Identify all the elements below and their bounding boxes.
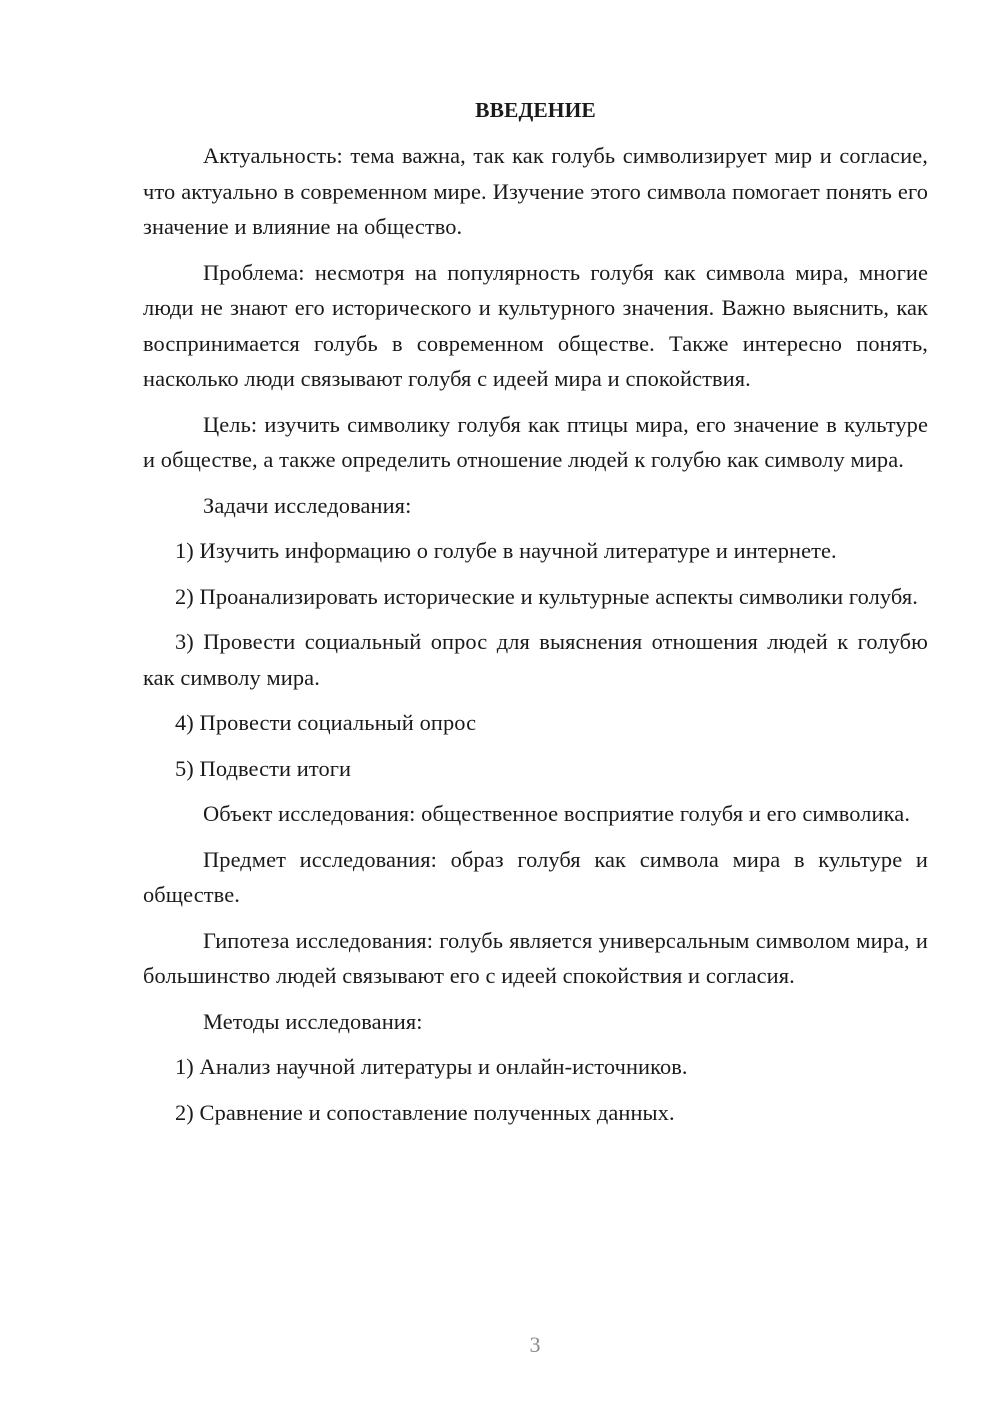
method-item: 1) Анализ научной литературы и онлайн-источников. bbox=[175, 1054, 688, 1079]
page-number: 3 bbox=[529, 1332, 541, 1357]
object-paragraph: Объект исследования: общественное восприятие голубя и его символика. bbox=[203, 801, 911, 826]
problem-paragraph: Проблема: несмотря на популярность голубя как символа мира, многие люди не знают его исторического и культурного значения. Важно выяснить, как воспринимается голубь в современном обществе. Также интересно понять, насколько люди связывают голубя с идеей мира и спокойствия. bbox=[143, 259, 928, 391]
document-body bbox=[143, 93, 928, 1140]
tasks-title: Задачи исследования: bbox=[203, 492, 412, 518]
task-item: 5) Подвести итоги bbox=[175, 755, 352, 781]
methods-title: Методы исследования: bbox=[203, 1008, 423, 1034]
task-item: 1) Изучить информацию о голубе в научной литературе и интернете. bbox=[175, 538, 837, 563]
task-item: 3) Провести социальный опрос для выяснения отношения людей к голубю как символу мира. bbox=[143, 629, 928, 690]
section-heading: ВВЕДЕНИЕ bbox=[475, 98, 596, 122]
goal-paragraph: Цель: изучить символику голубя как птицы мира, его значение в культуре и обществе, а также определить отношение людей к голубю как символу мира. bbox=[143, 411, 928, 472]
method-item: 2) Сравнение и сопоставление полученных данных. bbox=[175, 1099, 675, 1125]
hypothesis-paragraph: Гипотеза исследования: голубь является универсальным символом мира, и большинство людей связывают его с идеей спокойствия и согласия. bbox=[143, 927, 928, 988]
subject-paragraph: Предмет исследования: образ голубя как символа мира в культуре и обществе. bbox=[143, 846, 928, 907]
relevance-paragraph: Актуальность: тема важна, так как голубь символизирует мир и согласие, что актуально в современном мире. Изучение этого символа помогает понять его значение и влияние на общество. bbox=[143, 143, 928, 239]
task-item: 4) Провести социальный опрос bbox=[175, 710, 477, 735]
task-item: 2) Проанализировать исторические и культурные аспекты символики голубя. bbox=[175, 583, 918, 609]
